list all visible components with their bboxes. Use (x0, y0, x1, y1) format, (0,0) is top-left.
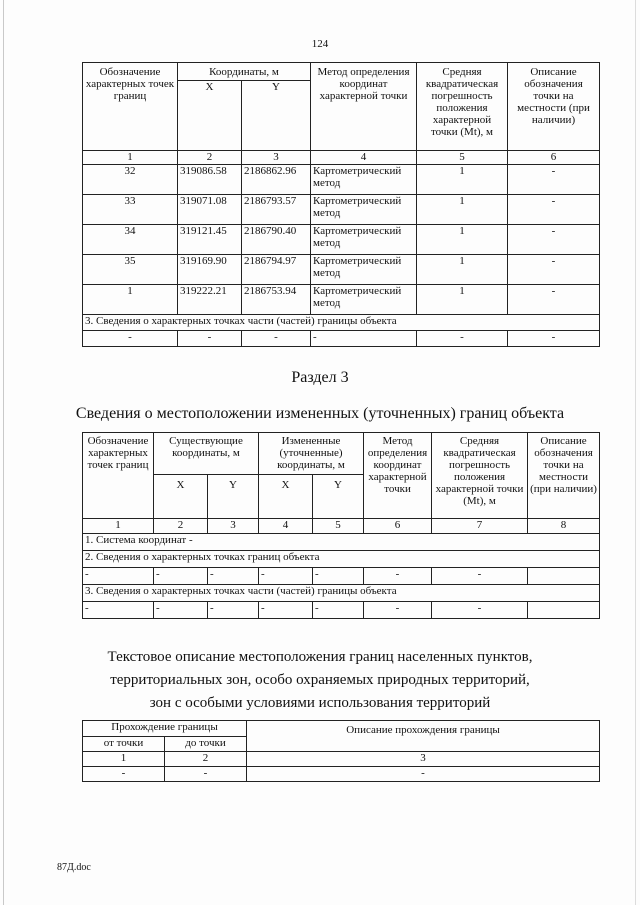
col-num: 2 (154, 519, 208, 534)
y-cell: 2186794.97 (242, 255, 311, 285)
footer-filename: 87Д.doc (57, 862, 91, 873)
header-y: Y (313, 475, 364, 519)
y-cell: 2186862.96 (242, 165, 311, 195)
changed-coordinates-table (82, 432, 600, 619)
desc-cell: - (508, 195, 600, 225)
desc-cell: - (508, 255, 600, 285)
col-num: 5 (417, 151, 508, 165)
header-existing: Существующие координаты, м (154, 433, 259, 475)
method-cell: Картометрический метод (311, 195, 417, 225)
table-row (83, 165, 600, 195)
scan-edge-right (635, 0, 636, 905)
dash-cell: - (417, 331, 508, 347)
coordinate-system-row: 1. Система координат - (83, 534, 600, 551)
dash-cell: - (83, 767, 165, 782)
part-points-row: 3. Сведения о характерных точках части (частей) границы объекта (83, 585, 600, 602)
desc-cell: - (508, 285, 600, 315)
point-cell: 33 (83, 195, 178, 225)
dash-row (83, 331, 600, 347)
col-num: 1 (83, 519, 154, 534)
col-num: 8 (528, 519, 600, 534)
col-num: 7 (432, 519, 528, 534)
col-num: 3 (247, 752, 600, 767)
header-y: Y (208, 475, 259, 519)
header-changed: Измененные (уточненные) координаты, м (259, 433, 364, 475)
dash-cell: - (311, 331, 417, 347)
dash-cell: - (364, 602, 432, 619)
x-cell: 319121.45 (178, 225, 242, 255)
header-error: Средняя квадратическая погрешность положения характерной точки (Mt), м (417, 63, 508, 151)
header-to: до точки (165, 737, 247, 752)
point-cell: 35 (83, 255, 178, 285)
point-cell: 34 (83, 225, 178, 255)
dash-cell: - (432, 602, 528, 619)
header-y: Y (242, 81, 311, 151)
col-num: 1 (83, 151, 178, 165)
error-cell: 1 (417, 195, 508, 225)
header-desc: Описание обозначения точки на местности (при наличии) (528, 433, 600, 519)
dash-cell: - (165, 767, 247, 782)
page-number: 124 (311, 38, 329, 50)
x-cell: 319071.08 (178, 195, 242, 225)
header-method: Метод определения координат характерной точки (364, 433, 432, 519)
dash-cell: - (83, 331, 178, 347)
dash-cell: - (313, 602, 364, 619)
col-num: 6 (364, 519, 432, 534)
dash-cell: - (259, 568, 313, 585)
dash-cell: - (364, 568, 432, 585)
error-cell: 1 (417, 255, 508, 285)
dash-cell: - (259, 602, 313, 619)
dash-cell: - (83, 602, 154, 619)
point-cell: 32 (83, 165, 178, 195)
col-num: 6 (508, 151, 600, 165)
section-heading: Раздел 3 (291, 369, 349, 386)
error-cell: 1 (417, 225, 508, 255)
col-num: 3 (242, 151, 311, 165)
header-point: Обозначение характерных точек границ (83, 63, 178, 151)
dash-cell: - (208, 568, 259, 585)
dash-row (83, 767, 600, 782)
table-row (83, 195, 600, 225)
col-num: 4 (311, 151, 417, 165)
dash-cell: - (83, 568, 154, 585)
col-num: 3 (208, 519, 259, 534)
y-cell: 2186753.94 (242, 285, 311, 315)
header-x: X (259, 475, 313, 519)
header-point: Обозначение характерных точек границ (83, 433, 154, 519)
desc-cell: - (508, 225, 600, 255)
dash-cell: - (313, 568, 364, 585)
dash-cell: - (154, 602, 208, 619)
method-cell: Картометрический метод (311, 255, 417, 285)
coordinates-table (82, 62, 600, 347)
header-x: X (178, 81, 242, 151)
header-error: Средняя квадратическая погрешность положения характерной точки (Mt), м (432, 433, 528, 519)
dash-row (83, 568, 600, 585)
boundary-passage-table (82, 720, 600, 782)
header-from: от точки (83, 737, 165, 752)
section-subheading: Сведения о местоположении измененных (уточненных) границ объекта (75, 405, 565, 422)
method-cell: Картометрический метод (311, 225, 417, 255)
dash-cell: - (432, 568, 528, 585)
dash-cell: - (247, 767, 600, 782)
header-x: X (154, 475, 208, 519)
col-num: 1 (83, 752, 165, 767)
method-cell: Картометрический метод (311, 285, 417, 315)
boundary-points-row: 2. Сведения о характерных точках границ объекта (83, 551, 600, 568)
y-cell: 2186790.40 (242, 225, 311, 255)
header-coords: Координаты, м (178, 63, 311, 81)
dash-cell: - (178, 331, 242, 347)
col-num: 5 (313, 519, 364, 534)
error-cell: 1 (417, 285, 508, 315)
header-method: Метод определения координат характерной точки (311, 63, 417, 151)
col-num: 4 (259, 519, 313, 534)
scan-edge-left (3, 0, 4, 905)
section3-row: 3. Сведения о характерных точках части (частей) границы объекта (83, 315, 600, 331)
x-cell: 319086.58 (178, 165, 242, 195)
desc-cell: - (508, 165, 600, 195)
point-cell: 1 (83, 285, 178, 315)
method-cell: Картометрический метод (311, 165, 417, 195)
header-passage-desc: Описание прохождения границы (247, 721, 600, 752)
text-description-heading: Текстовое описание местоположения границ населенных пунктов, территориальных зон, особо охраняемых природных территорий, зон с особыми условиями использования территорий (107, 649, 533, 711)
table-row (83, 285, 600, 315)
header-desc: Описание обозначения точки на местности (при наличии) (508, 63, 600, 151)
dash-cell (528, 568, 600, 585)
dash-cell: - (208, 602, 259, 619)
x-cell: 319169.90 (178, 255, 242, 285)
dash-row (83, 602, 600, 619)
error-cell: 1 (417, 165, 508, 195)
dash-cell: - (154, 568, 208, 585)
dash-cell: - (242, 331, 311, 347)
col-num: 2 (165, 752, 247, 767)
y-cell: 2186793.57 (242, 195, 311, 225)
table-row (83, 255, 600, 285)
x-cell: 319222.21 (178, 285, 242, 315)
col-num: 2 (178, 151, 242, 165)
dash-cell (528, 602, 600, 619)
header-passage: Прохождение границы (83, 721, 247, 737)
dash-cell: - (508, 331, 600, 347)
table-row (83, 225, 600, 255)
